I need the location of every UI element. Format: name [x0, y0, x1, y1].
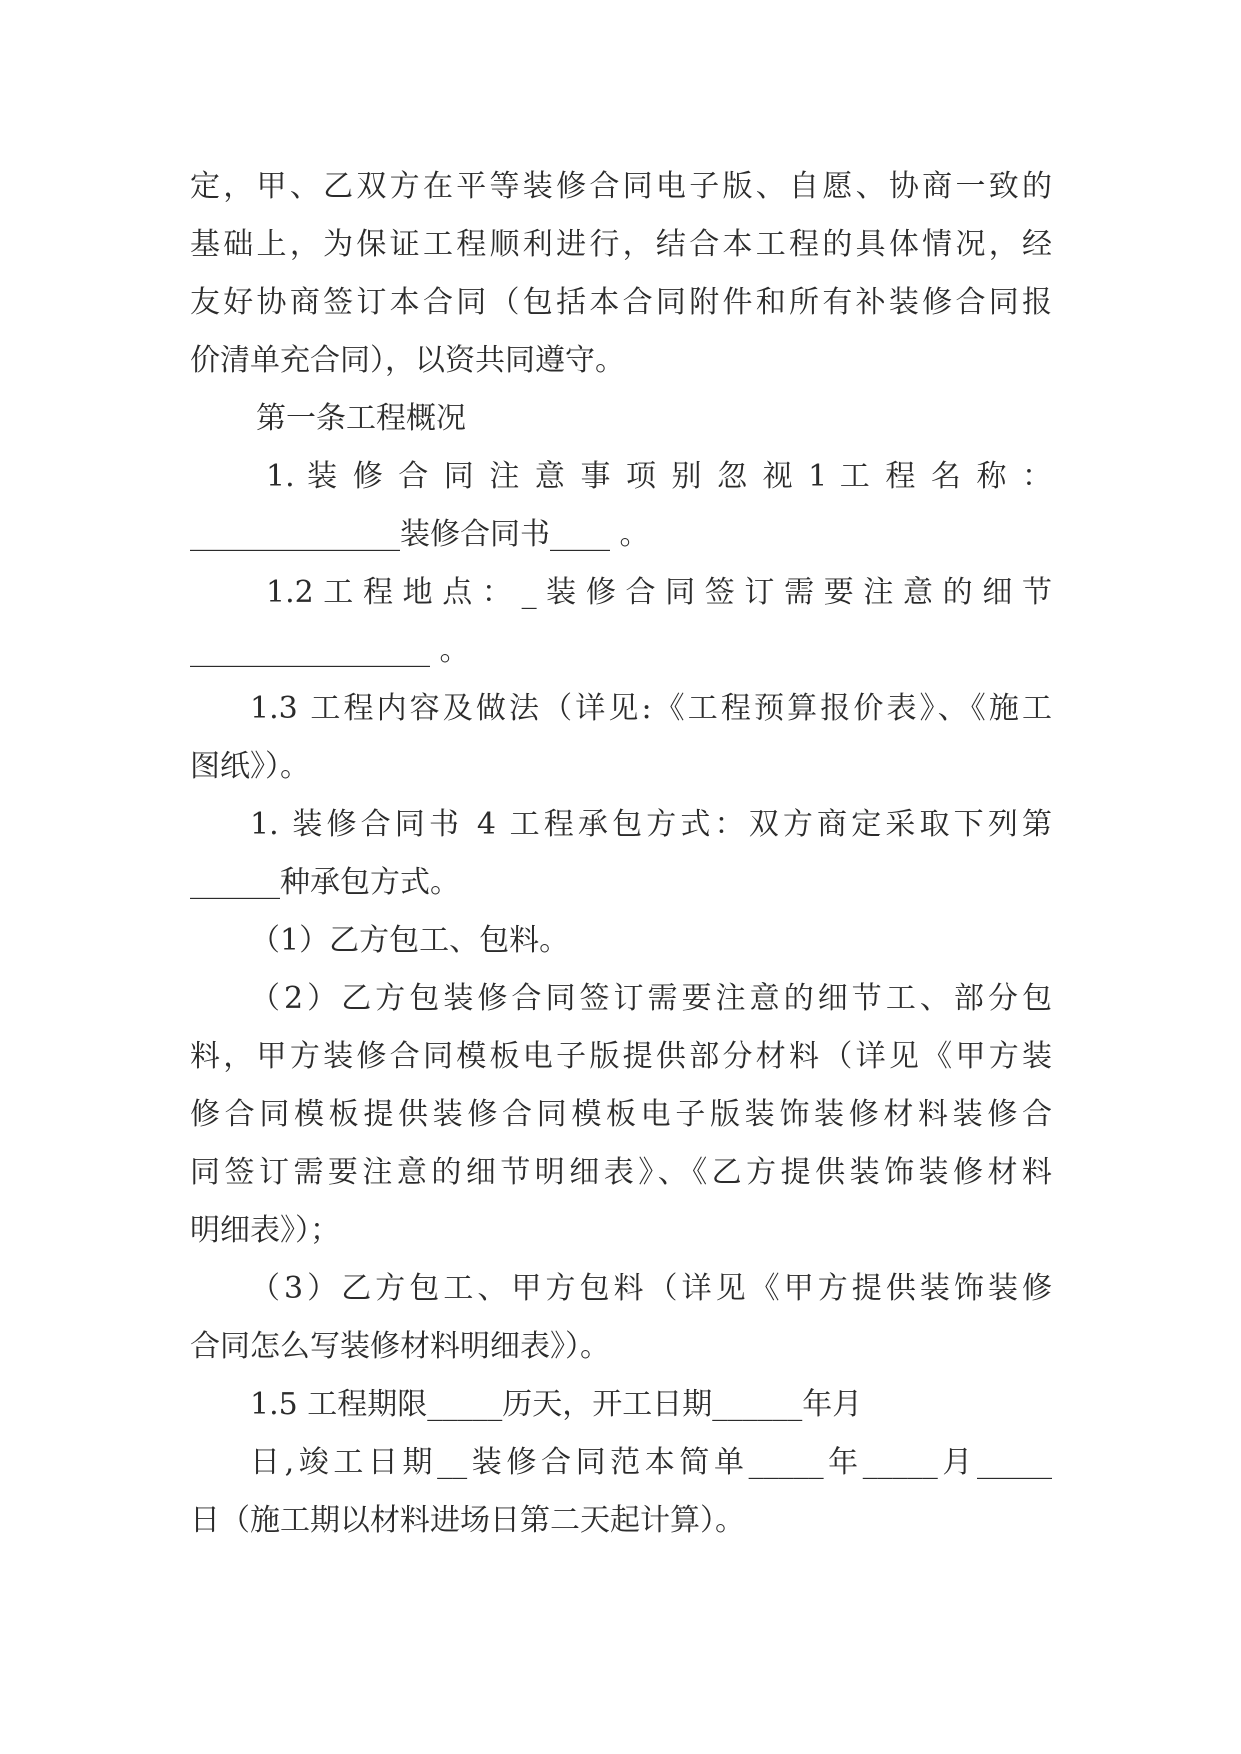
item-1-5-line: 日,竣工日期__装修合同范本简单_____年_____月_____ [250, 1445, 1052, 1480]
option-3-line: 合同怎么写装修材料明细表》）。 [190, 1329, 610, 1364]
item-1-3-line: 1.3 工程内容及做法（详见:《工程预算报价表》、《施工 [250, 691, 1052, 726]
item-1-1-line: 1. 装 修 合 同 注 意 事 项 别 忽 视 1 工 程 名 称 ： [266, 459, 1052, 494]
paragraph-line: 基础上，为保证工程顺利进行，结合本工程的具体情况，经 [190, 227, 1052, 262]
option-1-line: （1）乙方包工、包料。 [250, 923, 570, 958]
paragraph-line: 价清单充合同），以资共同遵守。 [190, 343, 625, 378]
item-1-5-line: 日（施工期以材料进场日第二天起计算）。 [190, 1503, 745, 1538]
option-3-line: （3）乙方包工、甲方包料（详见《甲方提供装饰装修 [250, 1271, 1052, 1306]
section-heading: 第一条工程概况 [256, 401, 466, 436]
item-1-4-line: ______种承包方式。 [190, 865, 460, 900]
item-1-2-line: 1.2 工 程 地 点 ： _ 装 修 合 同 签 订 需 要 注 意 的 细 节 [266, 575, 1052, 610]
item-1-2-line: ________________ 。 [190, 633, 470, 668]
item-1-4-line: 1. 装修合同书 4 工程承包方式：双方商定采取下列第 [250, 807, 1052, 842]
item-1-3-line: 图纸》）。 [190, 749, 310, 784]
paragraph-line: 友好协商签订本合同（包括本合同附件和所有补装修合同报 [190, 285, 1052, 320]
paragraph-line: 定，甲、乙双方在平等装修合同电子版、自愿、协商一致的 [190, 169, 1052, 204]
document-body [190, 158, 1052, 1550]
option-2-line: 修合同模板提供装修合同模板电子版装饰装修材料装修合 [190, 1097, 1052, 1132]
item-1-5-line: 1.5 工程期限_____历天，开工日期______年月 [250, 1387, 863, 1422]
option-2-line: 明细表》）； [190, 1213, 340, 1248]
option-2-line: （2）乙方包装修合同签订需要注意的细节工、部分包 [250, 981, 1052, 1016]
option-2-line: 同签订需要注意的细节明细表》、《乙方提供装饰装修材料 [190, 1155, 1052, 1190]
option-2-line: 料，甲方装修合同模板电子版提供部分材料（详见《甲方装 [190, 1039, 1052, 1074]
item-1-1-line: ______________装修合同书____ 。 [190, 517, 650, 552]
